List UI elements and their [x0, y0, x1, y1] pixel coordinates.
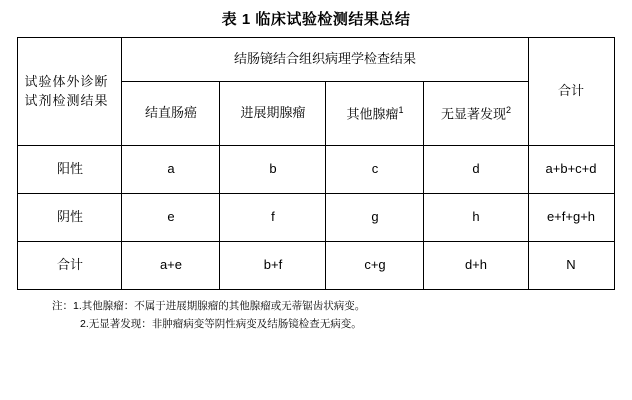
table-row — [18, 146, 614, 194]
note-text-2: 2.无显著发现：非肿瘤病变等阴性病变及结肠镜检查无病变。 — [80, 317, 362, 330]
table-corner-label: 试验体外诊断试剂检测结果 — [18, 38, 122, 146]
column-header-no-significant-finding — [424, 82, 528, 146]
table-row — [18, 242, 614, 290]
row-label-total: 合计 — [18, 242, 122, 290]
table-header-row-group — [18, 38, 614, 82]
cell-positive-total: a+b+c+d — [528, 146, 614, 194]
row-label-positive: 阳性 — [18, 146, 122, 194]
table-notes — [18, 290, 614, 334]
cell-grand-total: N — [528, 242, 614, 290]
clinical-results-table — [17, 37, 614, 290]
cell-negative-total: e+f+g+h — [528, 194, 614, 242]
column-header-label: 结直肠癌 — [144, 105, 197, 121]
column-header-label: 进展期腺瘤 — [240, 105, 306, 121]
cell-total-other-adenoma: c+g — [326, 242, 424, 290]
cell-positive-no-significant-finding: d — [424, 146, 528, 194]
table-total-header: 合计 — [528, 38, 614, 146]
page-title: 表 1 临床试验检测结果总结 — [221, 11, 411, 28]
table-group-header: 结肠镜结合组织病理学检查结果 — [122, 38, 528, 82]
cell-positive-advanced-adenoma: b — [220, 146, 326, 194]
cell-negative-other-adenoma: g — [326, 194, 424, 242]
column-header-label: 其他腺瘤 — [346, 106, 399, 122]
table-row — [18, 194, 614, 242]
cell-total-advanced-adenoma: b+f — [220, 242, 326, 290]
cell-negative-no-significant-finding: h — [424, 194, 528, 242]
cell-positive-colorectal-cancer: a — [122, 146, 220, 194]
cell-positive-other-adenoma: c — [326, 146, 424, 194]
note-text-1: 1.其他腺瘤：不属于进展期腺瘤的其他腺瘤或无蒂锯齿状病变。 — [73, 300, 366, 312]
column-header-advanced-adenoma — [220, 82, 326, 146]
column-header-label: 无显著发现 — [440, 106, 506, 122]
notes-prefix: 注： — [52, 300, 73, 312]
footnote-marker-1: 1 — [398, 104, 404, 115]
cell-negative-colorectal-cancer: e — [122, 194, 220, 242]
footnote-marker-2: 2 — [505, 104, 511, 115]
row-label-negative: 阴性 — [18, 194, 122, 242]
cell-negative-advanced-adenoma: f — [220, 194, 326, 242]
column-header-colorectal-cancer — [122, 82, 220, 146]
column-header-other-adenoma — [326, 82, 424, 146]
cell-total-no-significant-finding: d+h — [424, 242, 528, 290]
note-line-2 — [18, 316, 614, 334]
note-line-1 — [18, 298, 614, 316]
cell-total-colorectal-cancer: a+e — [122, 242, 220, 290]
